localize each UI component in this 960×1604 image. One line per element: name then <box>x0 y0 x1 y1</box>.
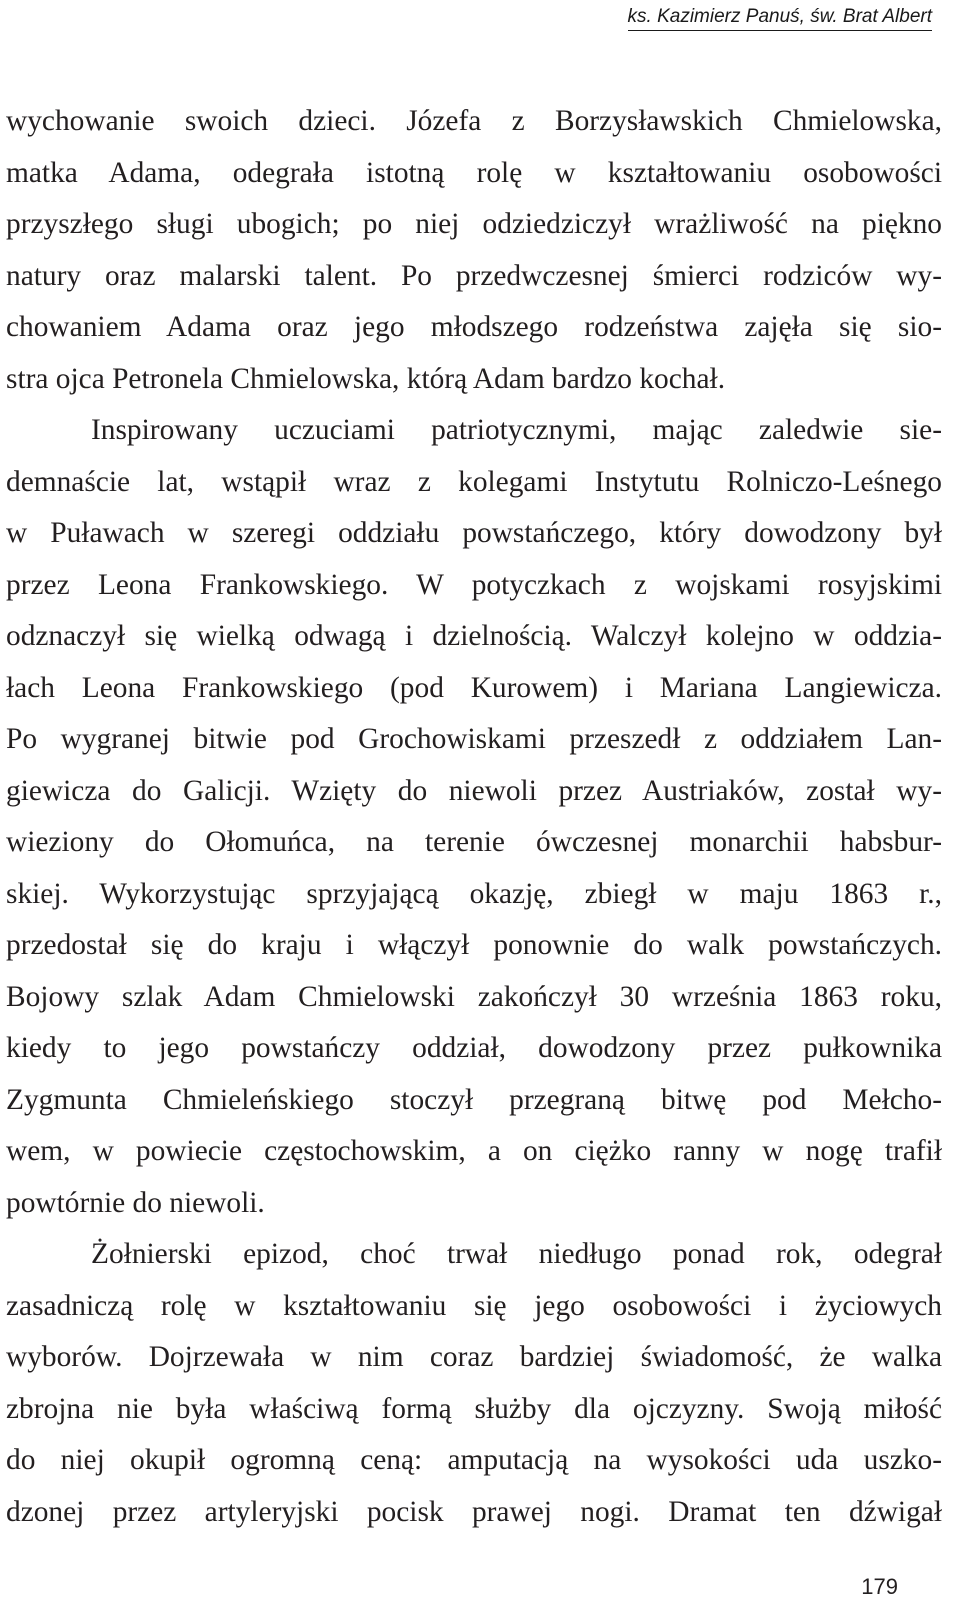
text-line: łach Leona Frankowskiego (pod Kurowem) i Mariana Langiewicza. <box>6 671 942 704</box>
paragraph-start-line: Inspirowany uczuciami patriotycznymi, mając zaledwie sie- <box>91 414 942 446</box>
text-line: wyborów. Dojrzewała w nim coraz bardziej świadomość, że walka <box>6 1341 942 1373</box>
text-line: powtórnie do niewoli. <box>6 1186 265 1219</box>
text-line: w Puławach w szeregi oddziału powstańczego, który dowodzony był <box>6 517 942 549</box>
text-line: giewicza do Galicji. Wzięty do niewoli przez Austriaków, został wy- <box>6 774 942 807</box>
text-line: matka Adama, odegrała istotną rolę w kształtowaniu osobowości <box>6 156 942 189</box>
text-line: odznaczył się wielką odwagą i dzielnością. Walczył kolejno w oddzia- <box>6 620 942 652</box>
text-line: przyszłego sługi ubogich; po niej odziedziczył wrażliwość na piękno <box>6 208 942 240</box>
text-line: zasadniczą rolę w kształtowaniu się jego osobowości i życiowych <box>6 1289 942 1322</box>
text-line: wem, w powiecie częstochowskim, a on ciężko ranny w nogę trafił <box>6 1135 942 1167</box>
paragraph-start-line: Żołnierski epizod, choć trwał niedługo ponad rok, odegrał <box>91 1238 942 1270</box>
running-header-underline <box>628 30 932 31</box>
text-line: przez Leona Frankowskiego. W potyczkach z wojskami rosyjskimi <box>6 568 942 601</box>
text-line: do niej okupił ogromną ceną: amputacją na wysokości uda uszko- <box>6 1444 942 1476</box>
running-header <box>628 6 932 28</box>
running-header-title: ks. Kazimierz Panuś, św. Brat Albert <box>627 6 932 27</box>
text-line: zbrojna nie była właściwą formą służby dla ojczyzny. Swoją miłość <box>6 1392 942 1425</box>
text-line: wieziony do Ołomuńca, na terenie ówczesnej monarchii habsbur- <box>6 826 942 858</box>
body-text <box>6 96 942 1538</box>
page-number: 179 <box>861 1574 898 1599</box>
text-line: natury oraz malarski talent. Po przedwczesnej śmierci rodziców wy- <box>6 259 942 292</box>
text-line: Zygmunta Chmieleńskiego stoczył przegraną bitwę pod Mełcho- <box>6 1083 942 1116</box>
text-line: stra ojca Petronela Chmielowska, którą Adam bardzo kochał. <box>6 362 726 395</box>
text-line: chowaniem Adama oraz jego młodszego rodzeństwa zajęła się sio- <box>6 311 942 343</box>
text-line: wychowanie swoich dzieci. Józefa z Borzysławskich Chmielowska, <box>6 105 942 137</box>
text-line: kiedy to jego powstańczy oddział, dowodzony przez pułkownika <box>6 1032 942 1064</box>
text-line: demnaście lat, wstąpił wraz z kolegami Instytutu Rolniczo-Leśnego <box>6 465 942 498</box>
text-line: Po wygranej bitwie pod Grochowiskami przeszedł z oddziałem Lan- <box>6 723 942 755</box>
text-line: Bojowy szlak Adam Chmielowski zakończył 30 września 1863 roku, <box>6 980 942 1013</box>
text-line: skiej. Wykorzystując sprzyjającą okazję, zbiegł w maju 1863 r., <box>6 877 942 910</box>
text-line: dzonej przez artyleryjski pocisk prawej nogi. Dramat ten dźwigał <box>6 1495 942 1528</box>
text-line: przedostał się do kraju i włączył ponownie do walk powstańczych. <box>6 929 942 961</box>
